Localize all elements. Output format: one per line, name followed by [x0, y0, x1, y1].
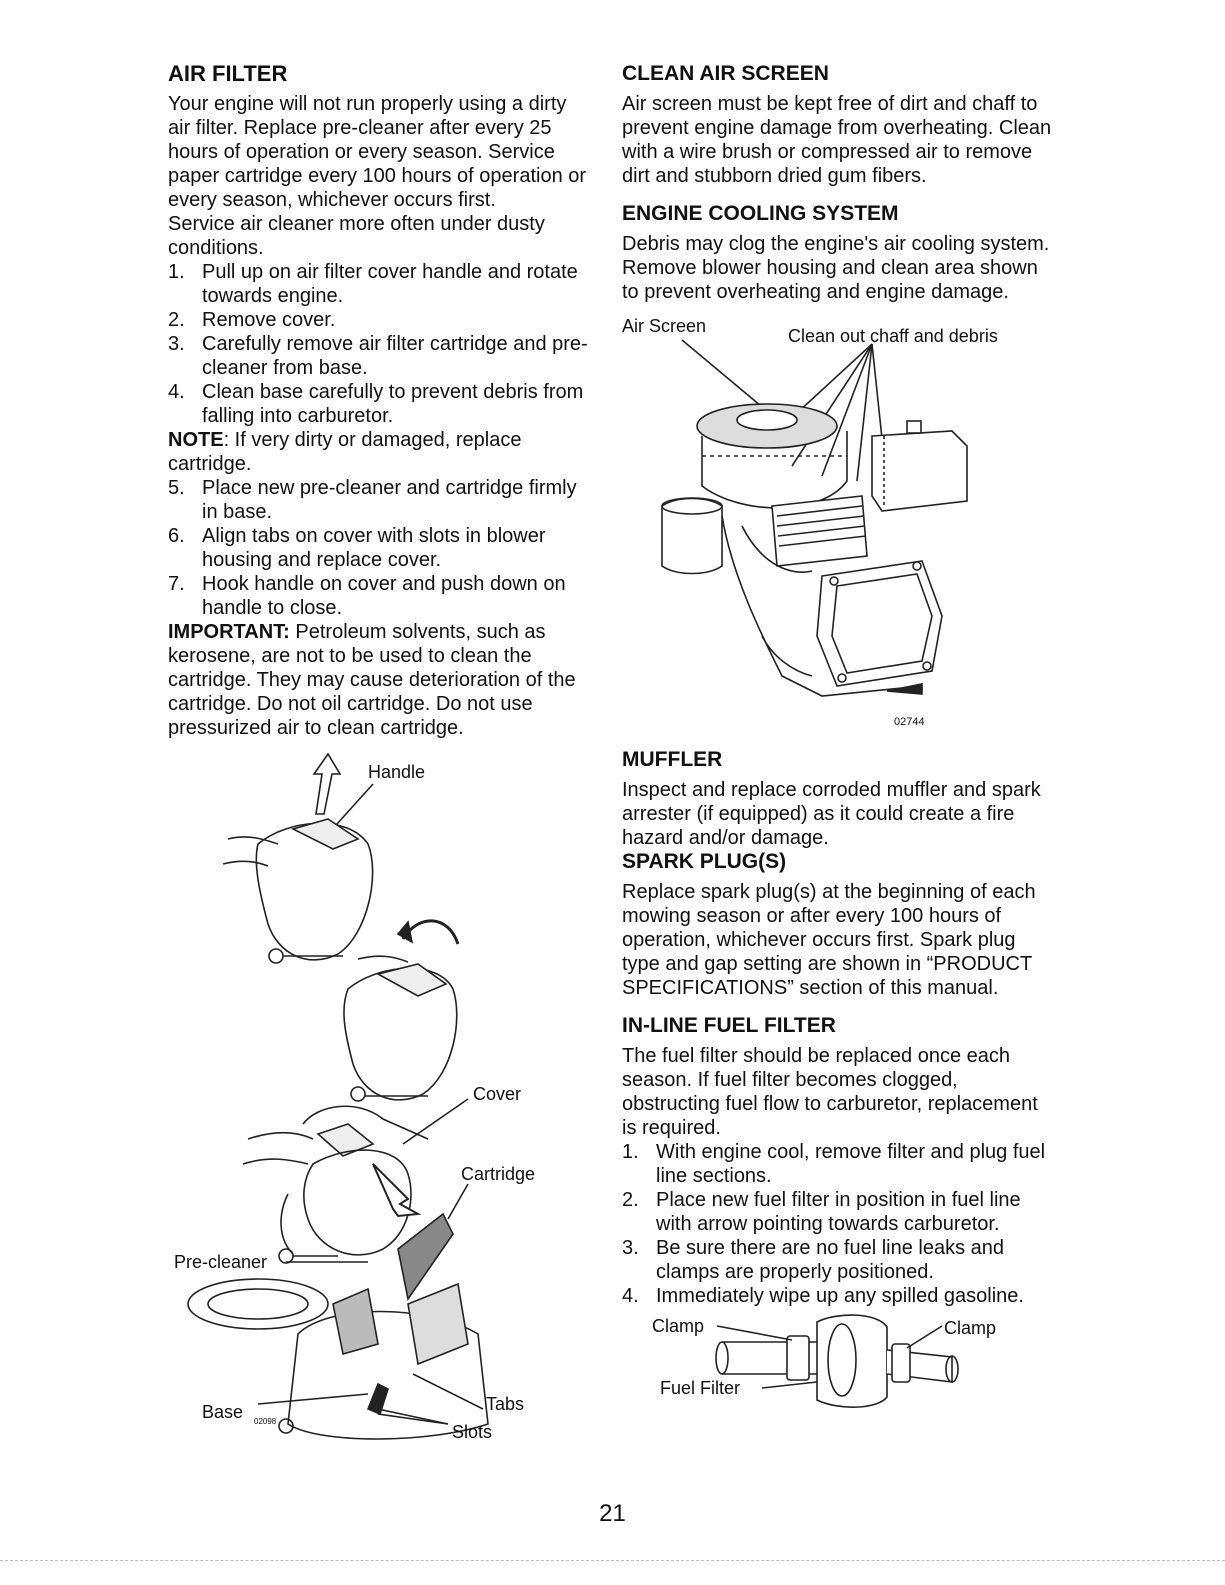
clean-air-screen-title: CLEAN AIR SCREEN — [622, 62, 829, 85]
muffler-text: Inspect and replace corroded muffler and spark arrester (if equipped) as it could create a fire hazard and/or damage. — [622, 779, 1041, 849]
list-item: 2. Remove cover. — [168, 309, 336, 331]
handle-label: Handle — [368, 762, 426, 782]
fuel-filter-figure — [622, 1312, 1052, 1412]
engine-cooling-section — [622, 202, 1052, 304]
muffler-section — [622, 748, 1052, 850]
engine-cooling-text: Debris may clog the engine's air cooling system. Remove blower housing and clean area shown to prevent overheating and engine damage. — [622, 233, 1050, 303]
chaff-label: Clean out chaff and debris — [788, 326, 998, 346]
fuel-filter-text: The fuel filter should be replaced once each season. If fuel filter becomes clogged, obstructing fuel flow to carburetor, replacement is required. — [622, 1045, 1038, 1139]
right-column — [622, 62, 1052, 1412]
slots-label: Slots — [452, 1422, 493, 1442]
air-filter-intro-2: Service air cleaner more often under dusty conditions. — [168, 213, 545, 259]
spark-plugs-text: Replace spark plug(s) at the beginning of each mowing season or after every 100 hours of operation, whichever occurs first. Spark plug type and gap setting are shown in “PRODUCT SPECIFICATIONS” section of this manual. — [622, 881, 1036, 999]
muffler-title: MUFFLER — [622, 748, 723, 771]
important-text: Petroleum solvents, such as kerosene, are not to be used to clean the cartridge. They may cause deterioration of the cartridge. Do not oil cartridge. Do not use pressurized air to clean cartridge. — [168, 621, 576, 739]
important-paragraph — [168, 620, 593, 740]
tabs-label: Tabs — [486, 1394, 525, 1414]
note-paragraph — [168, 428, 593, 476]
important-label: IMPORTANT: — [168, 621, 290, 643]
pre-cleaner-label: Pre-cleaner — [174, 1252, 268, 1272]
left-column — [168, 62, 593, 1444]
fuel-filter-title: IN-LINE FUEL FILTER — [622, 1014, 836, 1037]
list-item: 2. Place new fuel filter in position in fuel line with arrow pointing towards carburetor. — [622, 1189, 1021, 1235]
air-filter-illustration — [168, 744, 593, 1444]
list-item: 3. Carefully remove air filter cartridge and pre-cleaner from base. — [168, 333, 588, 379]
air-filter-steps-1 — [168, 260, 593, 428]
list-item: 7. Hook handle on cover and push down on handle to close. — [168, 573, 566, 619]
clamp-left-label: Clamp — [652, 1316, 705, 1336]
clamp-right-label: Clamp — [944, 1318, 997, 1338]
clean-air-screen-text: Air screen must be kept free of dirt and chaff to prevent engine damage from overheating. Clean with a wire brush or compressed air to remove dirt and stubborn dried gum fibers. — [622, 93, 1052, 187]
fuel-filter-section — [622, 1014, 1052, 1308]
list-item: 4. Clean base carefully to prevent debris from falling into carburetor. — [168, 381, 584, 427]
list-item: 4. Immediately wipe up any spilled gasoline. — [622, 1285, 1024, 1307]
list-item: 5. Place new pre-cleaner and cartridge firmly in base. — [168, 477, 577, 523]
clean-air-screen-section — [622, 62, 1052, 188]
list-item: 3. Be sure there are no fuel line leaks and clamps are properly positioned. — [622, 1237, 1004, 1283]
fuel-filter-label: Fuel Filter — [660, 1378, 741, 1398]
bottom-rule — [0, 1560, 1225, 1561]
list-item: 6. Align tabs on cover with slots in blower housing and replace cover. — [168, 525, 546, 571]
spark-plugs-title: SPARK PLUG(S) — [622, 850, 787, 873]
air-filter-title: AIR FILTER — [168, 61, 288, 86]
engine-figure — [622, 316, 1052, 736]
air-filter-section — [168, 62, 593, 740]
base-label: Base — [202, 1402, 244, 1422]
page-number: 21 — [599, 1500, 626, 1527]
note-label: NOTE — [168, 429, 224, 451]
air-filter-figure — [168, 744, 593, 1444]
engine-cooling-title: ENGINE COOLING SYSTEM — [622, 202, 899, 225]
spark-plugs-section — [622, 850, 1052, 1000]
fuel-filter-steps — [622, 1140, 1052, 1308]
air-filter-intro: Your engine will not run properly using a dirty air filter. Replace pre-cleaner after every 25 hours of operation or every season. Service paper cartridge every 100 hours of operation or every season, whichever occurs first. — [168, 93, 587, 211]
list-item: 1. With engine cool, remove filter and plug fuel line sections. — [622, 1141, 1046, 1187]
engine-illustration — [622, 316, 1052, 736]
note-text: : If very dirty or damaged, replace cartridge. — [168, 429, 522, 475]
cover-label: Cover — [473, 1084, 522, 1104]
cartridge-label: Cartridge — [461, 1164, 536, 1184]
air-screen-label: Air Screen — [622, 316, 707, 336]
figure-code-right: 02744 — [894, 716, 925, 728]
list-item: 1. Pull up on air filter cover handle and rotate towards engine. — [168, 261, 578, 307]
air-filter-steps-2 — [168, 476, 593, 620]
figure-code-left: 02098 — [254, 1417, 277, 1426]
